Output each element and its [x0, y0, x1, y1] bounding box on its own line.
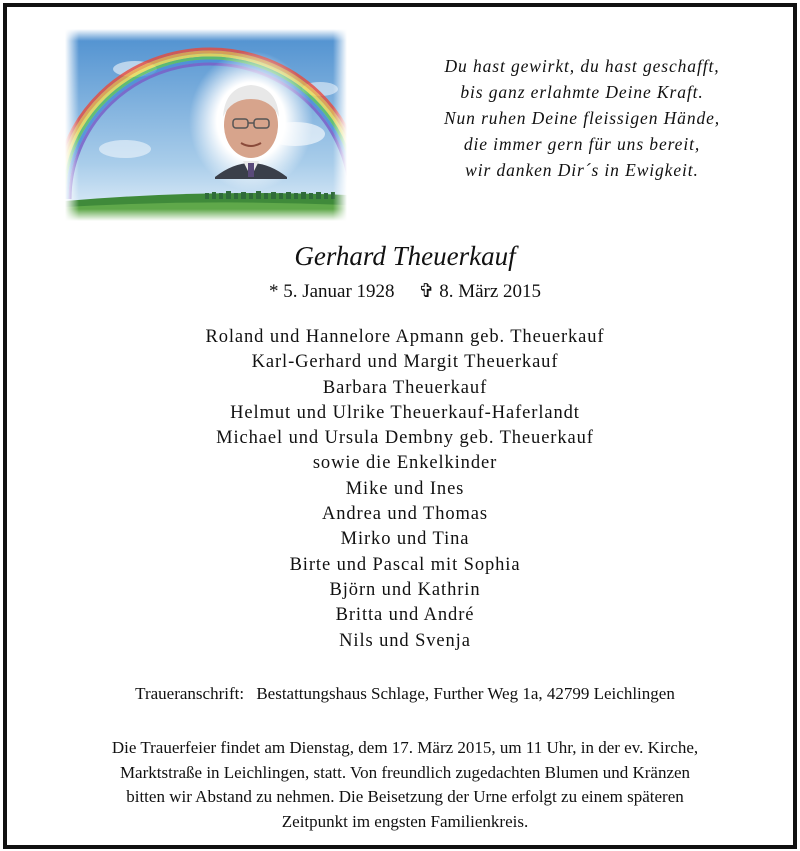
- birth-date: * 5. Januar 1928: [268, 281, 395, 302]
- mourners-list: [7, 325, 800, 654]
- death-date: 8. März 2015: [439, 281, 542, 302]
- life-dates: [7, 280, 800, 303]
- memorial-poem: [402, 53, 762, 183]
- poem-line: Du hast gewirkt, du hast geschafft,: [444, 56, 720, 76]
- mourner-line: sowie die Enkelkinder: [312, 453, 498, 474]
- cross-icon: ✞: [418, 281, 435, 302]
- poem-line: bis ganz erlahmte Deine Kraft.: [460, 82, 704, 102]
- mourner-line: Barbara Theuerkauf: [322, 377, 488, 398]
- address-value: Bestattungshaus Schlage, Further Weg 1a, 42799 Leichlingen: [256, 684, 675, 703]
- poem-line: wir danken Dir´s in Ewigkeit.: [465, 160, 699, 180]
- mourner-line: Helmut und Ulrike Theuerkauf-Haferlandt: [230, 402, 580, 423]
- mourner-line: Mike und Ines: [345, 478, 465, 499]
- mourner-line: Roland und Hannelore Apmann geb. Theuerkauf: [205, 327, 605, 347]
- notice-line: Marktstraße in Leichlingen, statt. Von freundlich zugedachten Blumen und Kränzen: [119, 762, 691, 782]
- mourner-line: Nils und Svenja: [339, 630, 471, 651]
- mourner-line: Michael und Ursula Dembny geb. Theuerkauf: [216, 428, 594, 449]
- mourner-line: Birte und Pascal mit Sophia: [289, 554, 521, 575]
- memorial-photo: [65, 29, 347, 221]
- mourner-line: Mirko und Tina: [340, 529, 470, 550]
- condolence-address: [7, 684, 800, 704]
- mourner-line: Britta und André: [335, 605, 475, 626]
- notice-line: Die Trauerfeier findet am Dienstag, dem 17. März 2015, um 11 Uhr, in der ev. Kirche,: [111, 738, 699, 757]
- mourner-line: Andrea und Thomas: [321, 504, 488, 525]
- poem-line: Nun ruhen Deine fleissigen Hände,: [443, 108, 721, 128]
- mourner-line: Karl-Gerhard und Margit Theuerkauf: [251, 352, 559, 373]
- notice-line: Zeitpunkt im engsten Familienkreis.: [281, 812, 529, 832]
- address-label: Traueranschrift:: [135, 684, 245, 703]
- funeral-notice: [7, 736, 800, 835]
- deceased-name: Gerhard Theuerkauf: [294, 241, 516, 271]
- poem-line: die immer gern für uns bereit,: [463, 134, 701, 154]
- notice-line: bitten wir Abstand zu nehmen. Die Beisetzung der Urne erfolgt zu einem späteren: [126, 787, 684, 807]
- mourner-line: Björn und Kathrin: [329, 579, 481, 600]
- obituary-frame: [3, 3, 797, 849]
